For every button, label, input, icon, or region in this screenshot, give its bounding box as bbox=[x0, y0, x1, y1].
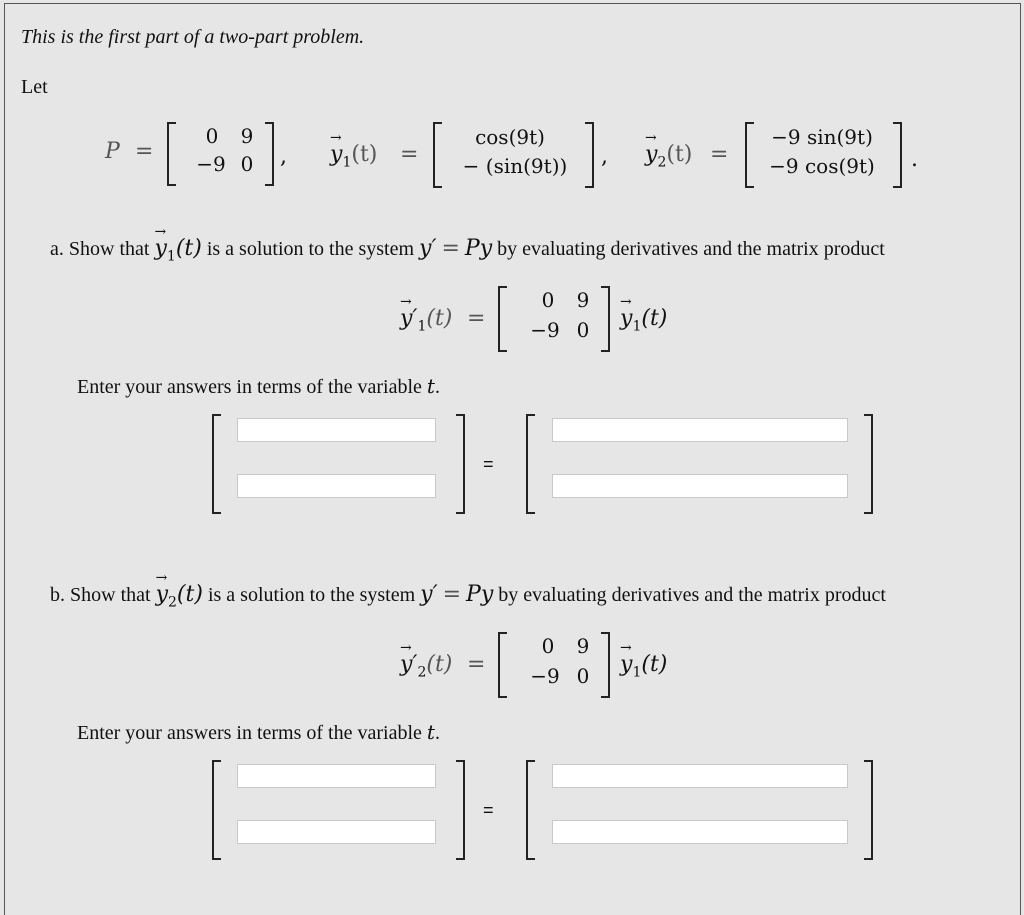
part-b-right-top-input[interactable] bbox=[552, 764, 848, 788]
part-a-left-answer-bracket-right bbox=[456, 414, 465, 514]
y1-cell: cos(9t) bbox=[475, 125, 545, 149]
part-b-rhs bbox=[620, 652, 667, 680]
part-a-system-rhs: Py bbox=[464, 236, 493, 261]
comma: , bbox=[280, 144, 287, 169]
part-a-matrix-cell: 0 bbox=[541, 288, 555, 312]
part-b-lhs-arg: (t) bbox=[426, 652, 453, 677]
part-a-lhs-arg: (t) bbox=[426, 306, 453, 331]
part-b-text-2: is a solution to the system bbox=[207, 584, 416, 606]
part-b-matrix-cell: 9 bbox=[576, 634, 590, 658]
part-b-left-answer-bracket-right bbox=[456, 760, 465, 860]
p-equals: = bbox=[135, 139, 154, 164]
part-b-matrix-cell: 0 bbox=[576, 664, 590, 688]
part-a-instructions-end: . bbox=[434, 376, 440, 398]
y2-arg: (t) bbox=[666, 142, 693, 167]
y1-sub: 1 bbox=[342, 154, 352, 171]
part-a-label: a. bbox=[50, 238, 64, 260]
part-b-instructions-end: . bbox=[434, 722, 440, 744]
vector-arrow-icon: → y bbox=[156, 582, 168, 607]
part-a-right-bottom-input[interactable] bbox=[552, 474, 848, 498]
p-label: P bbox=[105, 139, 120, 164]
y1-equals: = bbox=[400, 142, 419, 167]
part-b-rhs-sub: 1 bbox=[632, 664, 642, 681]
part-b-vec-arg: (t) bbox=[176, 582, 203, 607]
p-left-bracket bbox=[167, 122, 176, 186]
part-b-lhs bbox=[400, 652, 452, 680]
y2-def-label bbox=[645, 142, 692, 170]
y2-left-bracket bbox=[745, 122, 754, 188]
p-cell: 9 bbox=[240, 124, 254, 148]
y2-cell: −9 cos(9t) bbox=[769, 154, 875, 178]
part-a-matrix-cell: 9 bbox=[576, 288, 590, 312]
part-a-right-answer-bracket bbox=[526, 414, 535, 514]
part-a-lhs-sub: 1 bbox=[417, 318, 427, 335]
part-a-instructions-text: Enter your answers in terms of the variable bbox=[77, 376, 422, 398]
part-b-instructions bbox=[77, 720, 440, 745]
part-b-system-eq: = bbox=[442, 582, 462, 607]
part-b-statement bbox=[50, 582, 886, 610]
part-a-system-lhs: y′ bbox=[419, 236, 437, 261]
part-b-rhs-arg: (t) bbox=[641, 652, 668, 677]
part-b-text-3: by evaluating derivatives and the matrix product bbox=[498, 584, 886, 606]
part-b-right-bottom-input[interactable] bbox=[552, 820, 848, 844]
part-b-system-rhs: Py bbox=[466, 582, 494, 607]
vector-arrow-icon: → y bbox=[645, 142, 657, 167]
part-a-equals-sign: = bbox=[483, 454, 494, 474]
y2-sub: 2 bbox=[657, 154, 667, 171]
part-b-matrix-right-bracket bbox=[601, 632, 610, 698]
y2-right-bracket bbox=[893, 122, 902, 188]
part-b-left-answer-bracket bbox=[212, 760, 221, 860]
part-b-left-bottom-input[interactable] bbox=[237, 820, 436, 844]
vector-arrow-icon: → y bbox=[330, 142, 342, 167]
part-a-equals: = bbox=[467, 306, 486, 331]
part-b-text-1: Show that bbox=[70, 584, 151, 606]
part-b-right-answer-bracket-right bbox=[864, 760, 873, 860]
part-b-vec-sub: 2 bbox=[168, 594, 177, 611]
p-cell: 0 bbox=[240, 152, 254, 176]
y1-right-bracket bbox=[585, 122, 594, 188]
y1-arg: (t) bbox=[351, 142, 378, 167]
part-b-system-lhs: y′ bbox=[420, 582, 438, 607]
vector-arrow-icon: → y′ bbox=[400, 652, 417, 677]
part-a-instructions bbox=[77, 374, 440, 399]
p-cell: −9 bbox=[196, 152, 226, 176]
part-b-label: b. bbox=[50, 584, 65, 606]
part-a-left-top-input[interactable] bbox=[237, 418, 436, 442]
part-a-left-answer-bracket bbox=[212, 414, 221, 514]
part-b-right-answer-bracket bbox=[526, 760, 535, 860]
part-a-rhs bbox=[620, 306, 667, 334]
y1-cell: − (sin(9t)) bbox=[462, 154, 568, 178]
part-a-system-eq: = bbox=[441, 236, 460, 261]
part-a-text-1: Show that bbox=[68, 238, 150, 260]
part-a-matrix-right-bracket bbox=[601, 286, 610, 352]
y1-def-label bbox=[330, 142, 377, 170]
vector-arrow-icon: → y bbox=[620, 306, 632, 331]
part-a-matrix-cell: −9 bbox=[530, 318, 560, 342]
vector-arrow-icon: → y bbox=[154, 236, 166, 261]
part-a-text-2: is a solution to the system bbox=[206, 238, 415, 260]
part-b-instructions-text: Enter your answers in terms of the variable bbox=[77, 722, 422, 744]
part-b-matrix-cell: 0 bbox=[541, 634, 555, 658]
part-a-variable: t bbox=[426, 374, 435, 398]
vector-arrow-icon: → y′ bbox=[400, 306, 417, 331]
part-b-variable: t bbox=[426, 720, 435, 744]
part-a-right-top-input[interactable] bbox=[552, 418, 848, 442]
part-a-rhs-arg: (t) bbox=[641, 306, 668, 331]
p-right-bracket bbox=[265, 122, 274, 186]
problem-panel bbox=[4, 3, 1021, 915]
part-a-matrix-left-bracket bbox=[498, 286, 507, 352]
part-b-left-top-input[interactable] bbox=[237, 764, 436, 788]
part-b-lhs-sub: 2 bbox=[417, 664, 427, 681]
part-a-rhs-sub: 1 bbox=[632, 318, 642, 335]
period: . bbox=[911, 147, 918, 172]
intro-text: This is the first part of a two-part problem. bbox=[21, 26, 365, 48]
part-a-left-bottom-input[interactable] bbox=[237, 474, 436, 498]
part-a-text-3: by evaluating derivatives and the matrix product bbox=[497, 238, 885, 260]
part-a-vec-sub: 1 bbox=[166, 248, 176, 265]
part-a-statement bbox=[50, 236, 885, 264]
part-a-lhs bbox=[400, 306, 452, 334]
part-b-equals: = bbox=[467, 652, 486, 677]
let-label: Let bbox=[21, 76, 48, 98]
y2-cell: −9 sin(9t) bbox=[771, 125, 873, 149]
part-b-equals-sign: = bbox=[483, 800, 494, 820]
part-a-right-answer-bracket-right bbox=[864, 414, 873, 514]
comma: , bbox=[601, 144, 608, 169]
part-b-matrix-cell: −9 bbox=[530, 664, 560, 688]
y1-left-bracket bbox=[433, 122, 442, 188]
part-a-matrix-cell: 0 bbox=[576, 318, 590, 342]
part-b-matrix-left-bracket bbox=[498, 632, 507, 698]
part-a-vec-arg: (t) bbox=[175, 236, 202, 261]
y2-equals: = bbox=[710, 142, 729, 167]
vector-arrow-icon: → y bbox=[620, 652, 632, 677]
p-cell: 0 bbox=[205, 124, 219, 148]
